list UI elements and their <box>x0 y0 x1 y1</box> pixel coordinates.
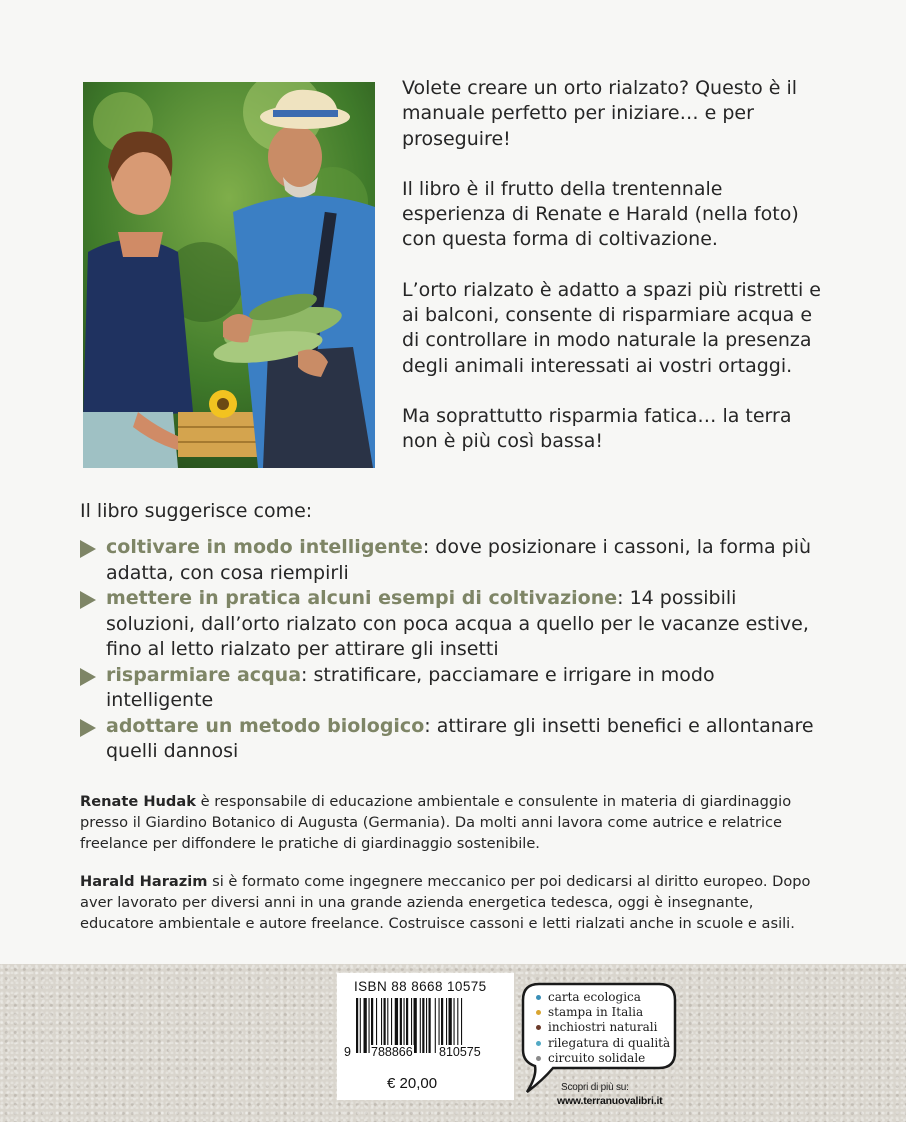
list-item-highlight: adottare un metodo biologico <box>106 714 425 737</box>
list-item-highlight: mettere in pratica alcuni esempi di coltivazione <box>106 587 618 609</box>
list-item <box>80 663 820 714</box>
author-name: Renate Hudak <box>80 793 196 810</box>
list-item <box>80 714 820 765</box>
badge-item: inchiostri naturali <box>536 1020 670 1035</box>
badge-item: circuito solidale <box>536 1051 670 1066</box>
barcode-digits-right: 810575 <box>439 1045 481 1059</box>
intro-text <box>402 76 832 480</box>
barcode-panel <box>337 973 514 1100</box>
scopri-label: Scopri di più su: <box>561 1082 629 1093</box>
triangle-bullet-icon <box>80 668 96 686</box>
bullet-dot-icon <box>536 995 541 1000</box>
bullet-dot-icon <box>536 1010 541 1015</box>
author-bio-renate <box>80 791 825 854</box>
barcode-digit-first: 9 <box>344 1045 351 1059</box>
list-item-text: : stratificare, pacciamare e irrigare in modo intelligente <box>106 663 715 711</box>
cover-photo <box>83 82 375 468</box>
feature-list <box>80 535 820 765</box>
price: € 20,00 <box>387 1075 438 1092</box>
author-description: è responsabile di educazione ambientale e consulente in materia di giardinaggio presso il Giardino Botanico di Augusta (Germania). Da molti anni lavora come autrice e relatrice freelance per diffondere le pratiche di giardinaggio sostenibile. <box>80 793 792 852</box>
website-link[interactable]: www.terranuovalibri.it <box>557 1095 663 1107</box>
list-item-highlight: coltivare in modo intelligente <box>106 536 423 558</box>
bullet-dot-icon <box>536 1025 541 1030</box>
intro-paragraph-4: Ma soprattutto risparmia fatica… la terra non è più così bassa! <box>402 404 792 453</box>
list-item-text: : dove posizionare i cassoni, la forma più adatta, con cosa riempirli <box>106 536 812 584</box>
bullet-dot-icon <box>536 1041 541 1046</box>
badge-item: carta ecologica <box>536 990 670 1005</box>
badge-item: rilegatura di qualità <box>536 1036 670 1051</box>
intro-paragraph-1: Volete creare un orto rialzato? Questo è il manuale perfetto per iniziare… e per proseguire! <box>402 77 798 150</box>
author-description: si è formato come ingegnere meccanico per poi dedicarsi al diritto europeo. Dopo aver lavorato per diversi anni in una grande azienda energetica tedesca, oggi è insegnante, educatore ambientale e autore freelance. Costruisce cassoni e letti rialzati anche in scuole e asili. <box>80 873 811 932</box>
suggests-heading: Il libro suggerisce come: <box>80 500 313 522</box>
list-item-text: : attirare gli insetti benefici e allontanare quelli dannosi <box>106 714 814 762</box>
triangle-bullet-icon <box>80 591 96 609</box>
bullet-dot-icon <box>536 1056 541 1061</box>
author-name: Harald Harazim <box>80 873 208 890</box>
list-item-highlight: risparmiare acqua <box>106 663 302 686</box>
list-item <box>80 586 820 663</box>
badge-item: stampa in Italia <box>536 1005 670 1020</box>
triangle-bullet-icon <box>80 540 96 558</box>
barcode-digits-left: 788866 <box>371 1045 413 1059</box>
author-bio-harald <box>80 871 825 934</box>
isbn-label: ISBN 88 8668 10575 <box>354 979 487 994</box>
list-item <box>80 535 820 586</box>
intro-paragraph-2: Il libro è il frutto della trentennale esperienza di Renate e Harald (nella foto) con questa forma di coltivazione. <box>402 177 799 251</box>
list-item-text: : 14 possibili soluzioni, dall’orto rialzato con poca acqua a quello per le vacanze estive, fino al letto rialzato per attirare gli insetti <box>106 587 809 660</box>
triangle-bullet-icon <box>80 719 96 737</box>
intro-paragraph-3: L’orto rialzato è adatto a spazi più ristretti e ai balconi, consente di risparmiare acqua e di controllare in modo naturale la presenza degli animali interessati ai vostri ortaggi. <box>402 278 821 377</box>
badge-list <box>536 990 670 1066</box>
